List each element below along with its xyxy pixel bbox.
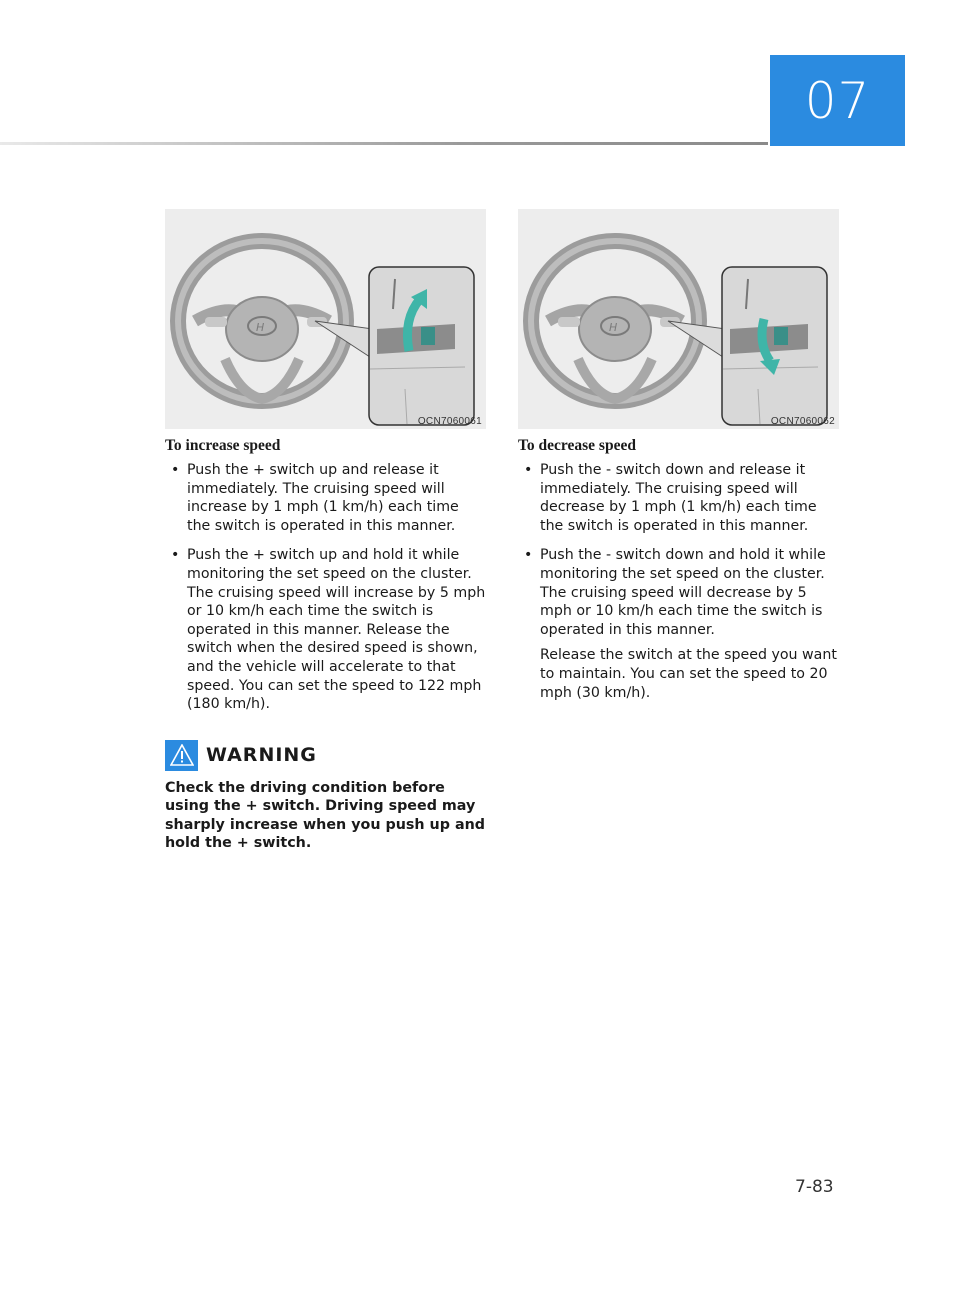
figure-code: OCN7060062: [770, 416, 835, 427]
subheading-increase-speed: To increase speed: [165, 437, 281, 454]
list-item-text: Push the + switch up and hold it while monitoring the set speed on the cluster. The cruising speed will increase by 5 mph or 10 km/h each time the switch is operated in this manner. Release the switch when the desired speed is shown, and the vehicle will accelerate to that speed. You can set the speed to 122 mph (180 km/h).: [187, 547, 486, 713]
svg-text:H: H: [256, 321, 265, 334]
steering-wheel-illustration: [165, 209, 486, 429]
warning-header: [165, 740, 486, 771]
list-item: [518, 546, 839, 639]
warning-text: Check the driving condition before using the + switch. Driving speed may sharply increase when you push up and hold the + switch.: [165, 779, 486, 852]
chapter-tab: 07: [770, 55, 905, 146]
warning-title: WARNING: [206, 744, 317, 767]
increase-speed-list: [165, 461, 486, 714]
list-item-text: Push the - switch down and hold it while monitoring the set speed on the cluster. The cruising speed will decrease by 5 mph or 10 km/h each time the switch is operated in this manner.: [540, 547, 826, 638]
warning-triangle-icon: [165, 740, 198, 771]
list-item: [165, 546, 486, 713]
steering-wheel-figure-decrease: [518, 209, 839, 429]
steering-wheel-illustration: [518, 209, 839, 429]
page-number: 7-83: [795, 1177, 834, 1197]
list-item: [165, 461, 486, 535]
left-column: [165, 209, 486, 853]
bullet: •: [171, 462, 180, 478]
decrease-speed-list: [518, 461, 839, 639]
bullet: •: [524, 547, 533, 564]
figure-code: OCN7060061: [417, 416, 482, 427]
list-continuation-text: Release the switch at the speed you want to maintain. You can set the speed to 20 mph (30 km/h).: [540, 647, 837, 701]
list-item-text: Push the + switch up and release it immediately. The cruising speed will increase by 1 mph (1 km/h) each time the switch is operated in this manner.: [187, 462, 459, 534]
list-item: [518, 461, 839, 535]
bullet: •: [171, 547, 180, 564]
right-column: [518, 209, 839, 702]
svg-text:H: H: [609, 321, 618, 334]
list-item-text: Push the - switch down and release it immediately. The cruising speed will decrease by 1 mph (1 km/h) each time the switch is operated in this manner.: [540, 462, 817, 534]
subheading-decrease-speed: To decrease speed: [518, 437, 636, 454]
header-rule: [0, 142, 768, 145]
bullet: •: [524, 462, 533, 478]
steering-wheel-figure-increase: [165, 209, 486, 429]
